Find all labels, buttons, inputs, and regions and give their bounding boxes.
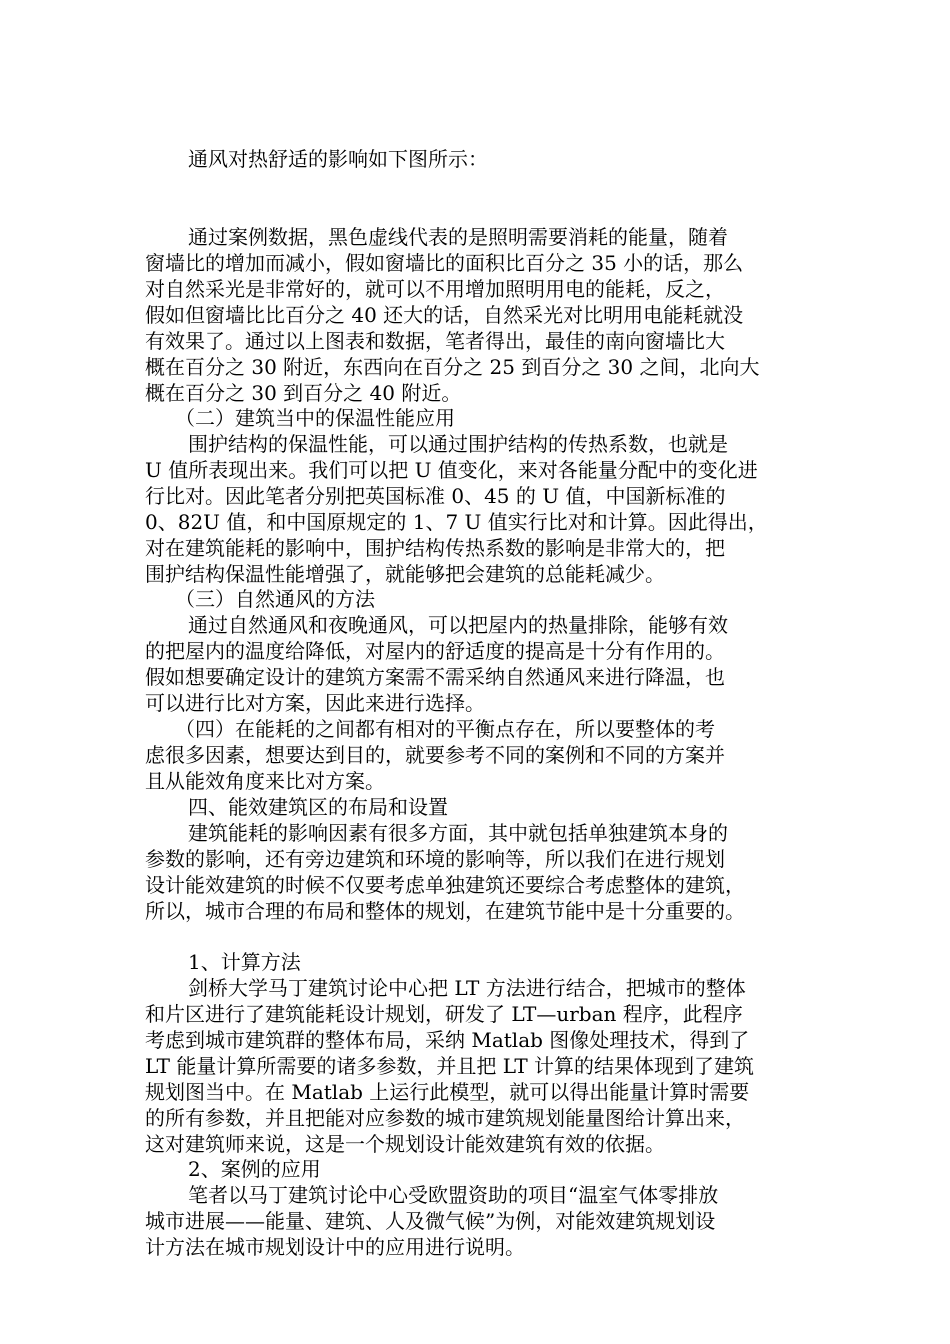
paragraph-line: 规划图当中。在 Matlab 上运行此模型，就可以得出能量计算时需要 [145, 1080, 750, 1104]
paragraph-line: 考虑到城市建筑群的整体布局，采纳 Matlab 图像处理技术，得到了 [145, 1028, 750, 1052]
paragraph-line: 通风对热舒适的影响如下图所示： [188, 147, 488, 171]
paragraph-line: 计方法在城市规划设计中的应用进行说明。 [145, 1235, 525, 1259]
paragraph-line: U 值所表现出来。我们可以把 U 值变化，来对各能量分配中的变化进 [145, 458, 758, 482]
paragraph-line: 虑很多因素，想要达到目的，就要参考不同的案例和不同的方案并 [145, 743, 725, 767]
paragraph-line: 概在百分之 30 到百分之 40 附近。 [145, 381, 462, 405]
paragraph-line: 假如想要确定设计的建筑方案需不需采纳自然通风来进行降温，也 [145, 665, 725, 689]
paragraph-line: 对在建筑能耗的影响中，围护结构传热系数的影响是非常大的，把 [145, 536, 725, 560]
paragraph-line: 笔者以马丁建筑讨论中心受欧盟资助的项目“温室气体零排放 [188, 1183, 719, 1207]
paragraph-line: 围护结构的保温性能，可以通过围护结构的传热系数，也就是 [188, 432, 728, 456]
paragraph-line: （四）在能耗的之间都有相对的平衡点存在，所以要整体的考 [175, 717, 715, 741]
paragraph-line: 对自然采光是非常好的，就可以不用增加照明用电的能耗，反之， [145, 277, 725, 301]
paragraph-line: 这对建筑师来说，这是一个规划设计能效建筑有效的依据。 [145, 1132, 665, 1156]
paragraph-line: 的把屋内的温度给降低，对屋内的舒适度的提高是十分有作用的。 [145, 639, 725, 663]
section-heading: （三）自然通风的方法 [175, 587, 375, 611]
paragraph-line: 剑桥大学马丁建筑讨论中心把 LT 方法进行结合，把城市的整体 [188, 976, 746, 1000]
paragraph-line: 有效果了。通过以上图表和数据，笔者得出，最佳的南向窗墙比大 [145, 329, 725, 353]
paragraph-line: 行比对。因此笔者分别把英国标准 0、45 的 U 值，中国新标准的 [145, 484, 726, 508]
section-heading: 2、案例的应用 [188, 1157, 321, 1181]
paragraph-line: 0、82U 值，和中国原规定的 1、7 U 值实行比对和计算。因此得出， [145, 510, 768, 534]
paragraph-line: 假如但窗墙比比百分之 40 还大的话，自然采光对比明用电能耗就没 [145, 303, 744, 327]
paragraph-line: 建筑能耗的影响因素有很多方面，其中就包括单独建筑本身的 [188, 821, 728, 845]
paragraph-line: 窗墙比的增加而减小，假如窗墙比的面积比百分之 35 小的话，那么 [145, 251, 744, 275]
paragraph-line: 的所有参数，并且把能对应参数的城市建筑规划能量图给计算出来， [145, 1106, 745, 1130]
paragraph-line: 围护结构保温性能增强了，就能够把会建筑的总能耗减少。 [145, 562, 665, 586]
paragraph-line: 和片区进行了建筑能耗设计规划，研发了 LT—urban 程序，此程序 [145, 1002, 743, 1026]
paragraph-line: 通过自然通风和夜晚通风，可以把屋内的热量排除，能够有效 [188, 613, 728, 637]
paragraph-line: 通过案例数据，黑色虚线代表的是照明需要消耗的能量，随着 [188, 225, 728, 249]
section-heading: 四、能效建筑区的布局和设置 [188, 795, 448, 819]
paragraph-line: 可以进行比对方案，因此来进行选择。 [145, 691, 485, 715]
paragraph-line: 概在百分之 30 附近，东西向在百分之 25 到百分之 30 之间，北向大 [145, 355, 760, 379]
section-heading: 1、计算方法 [188, 950, 301, 974]
paragraph-line: 城市进展——能量、建筑、人及微气候”为例，对能效建筑规划设 [145, 1209, 716, 1233]
paragraph-line: LT 能量计算所需要的诸多参数，并且把 LT 计算的结果体现到了建筑 [145, 1054, 755, 1078]
paragraph-line: 参数的影响，还有旁边建筑和环境的影响等，所以我们在进行规划 [145, 847, 725, 871]
paragraph-line: 所以，城市合理的布局和整体的规划，在建筑节能中是十分重要的。 [145, 899, 745, 923]
section-heading: （二）建筑当中的保温性能应用 [175, 406, 455, 430]
paragraph-line: 设计能效建筑的时候不仅要考虑单独建筑还要综合考虑整体的建筑， [145, 873, 745, 897]
paragraph-line: 且从能效角度来比对方案。 [145, 769, 385, 793]
